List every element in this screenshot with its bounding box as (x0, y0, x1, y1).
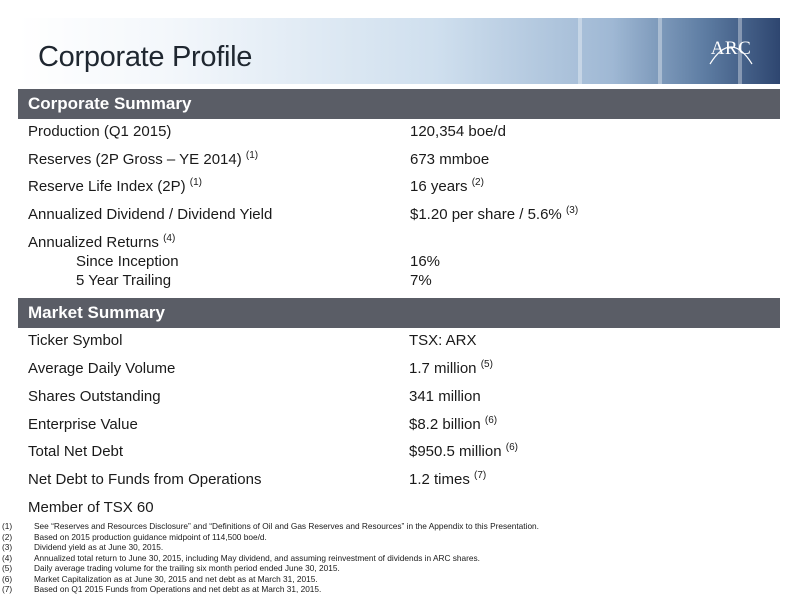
rli-row-value (410, 178, 484, 195)
shares-label: Shares Outstanding (28, 388, 161, 405)
dividend-label: Annualized Dividend / Dividend Yield (28, 206, 273, 223)
ndfo-value: 1.2 times (409, 471, 470, 488)
production-value: 120,354 boe/d (410, 123, 506, 140)
shares-value: 341 million (409, 388, 481, 405)
ev-label: Enterprise Value (28, 416, 138, 433)
dividend-value-note: (3) (565, 205, 579, 216)
ndfo-note: (7) (474, 470, 487, 481)
trailing-label: 5 Year Trailing (76, 272, 172, 289)
footnote-text: Market Capitalization as at June 30, 2015 and net debt as at March 31, 2015. (34, 573, 318, 584)
production-label: Production (Q1 2015) (28, 123, 172, 140)
debt-row-value (409, 443, 518, 460)
volume-note: (5) (480, 359, 493, 370)
returns-note: (4) (163, 233, 176, 244)
footnote-number: (1) (2, 521, 13, 531)
debt-value: $950.5 million (409, 443, 502, 460)
volume-row-value (409, 360, 493, 377)
ev-row-value (409, 416, 497, 433)
member-label: Member of TSX 60 (28, 499, 154, 516)
ev-note: (6) (484, 415, 498, 426)
page-title: Corporate Profile (38, 41, 253, 73)
dividend-value: $1.20 per share / 5.6% (410, 206, 562, 223)
reserves-value: 673 mmboe (410, 151, 490, 168)
footnote-number: (6) (2, 573, 13, 584)
footnote-number: (7) (2, 584, 13, 594)
rli-note: (1) (189, 177, 202, 188)
logo-text: ARC (710, 38, 752, 59)
rli-label: Reserve Life Index (2P) (28, 178, 186, 195)
header-stripe (578, 18, 582, 84)
footnote-number: (3) (2, 542, 13, 552)
ndfo-label: Net Debt to Funds from Operations (28, 471, 262, 488)
arc-logo (702, 34, 760, 68)
rli-value: 16 years (410, 178, 468, 195)
footnote-text: Daily average trading volume for the trailing six month period ended June 30, 2015. (34, 563, 340, 573)
dividend-row-value (410, 206, 578, 223)
debt-note: (6) (505, 442, 518, 453)
footnote-text: Based on 2015 production guidance midpoint of 114,500 boe/d. (34, 531, 267, 542)
reserves-note: (1) (245, 150, 259, 161)
header-stripe (658, 18, 662, 84)
trailing-value: 7% (410, 272, 432, 289)
corporate-summary-heading: Corporate Summary (18, 89, 780, 119)
ticker-label: Ticker Symbol (28, 332, 123, 349)
footnote-text: See “Reserves and Resources Disclosure” and “Definitions of Oil and Gas Reserves and Resources” in the Appendix to this Presentation. (34, 521, 539, 531)
volume-value: 1.7 million (409, 360, 477, 377)
ticker-value: TSX: ARX (409, 332, 477, 349)
ndfo-row-value (409, 471, 486, 488)
volume-label: Average Daily Volume (28, 360, 176, 377)
footnote-text: Annualized total return to June 30, 2015, including May dividend, and assuming reinvestment of dividends in ARC shares. (34, 552, 480, 563)
rli-value-note: (2) (471, 177, 484, 188)
footnote-text: Dividend yield as at June 30, 2015. (34, 542, 164, 552)
returns-row-label (28, 234, 175, 251)
debt-label: Total Net Debt (28, 443, 124, 460)
footnote-number: (2) (2, 531, 13, 542)
slide-header (18, 18, 780, 84)
footnote-text: Based on Q1 2015 Funds from Operations and net debt as at March 31, 2015. (34, 584, 322, 594)
inception-value: 16% (410, 253, 441, 270)
inception-label: Since Inception (76, 253, 179, 270)
reserves-row-label (28, 151, 258, 168)
reserves-label: Reserves (2P Gross – YE 2014) (28, 151, 242, 168)
returns-label: Annualized Returns (28, 234, 159, 251)
ev-value: $8.2 billion (409, 416, 481, 433)
footnote-number: (4) (2, 552, 13, 563)
footnote-number: (5) (2, 563, 13, 573)
market-summary-heading: Market Summary (18, 298, 780, 328)
rli-row-label (28, 178, 202, 195)
